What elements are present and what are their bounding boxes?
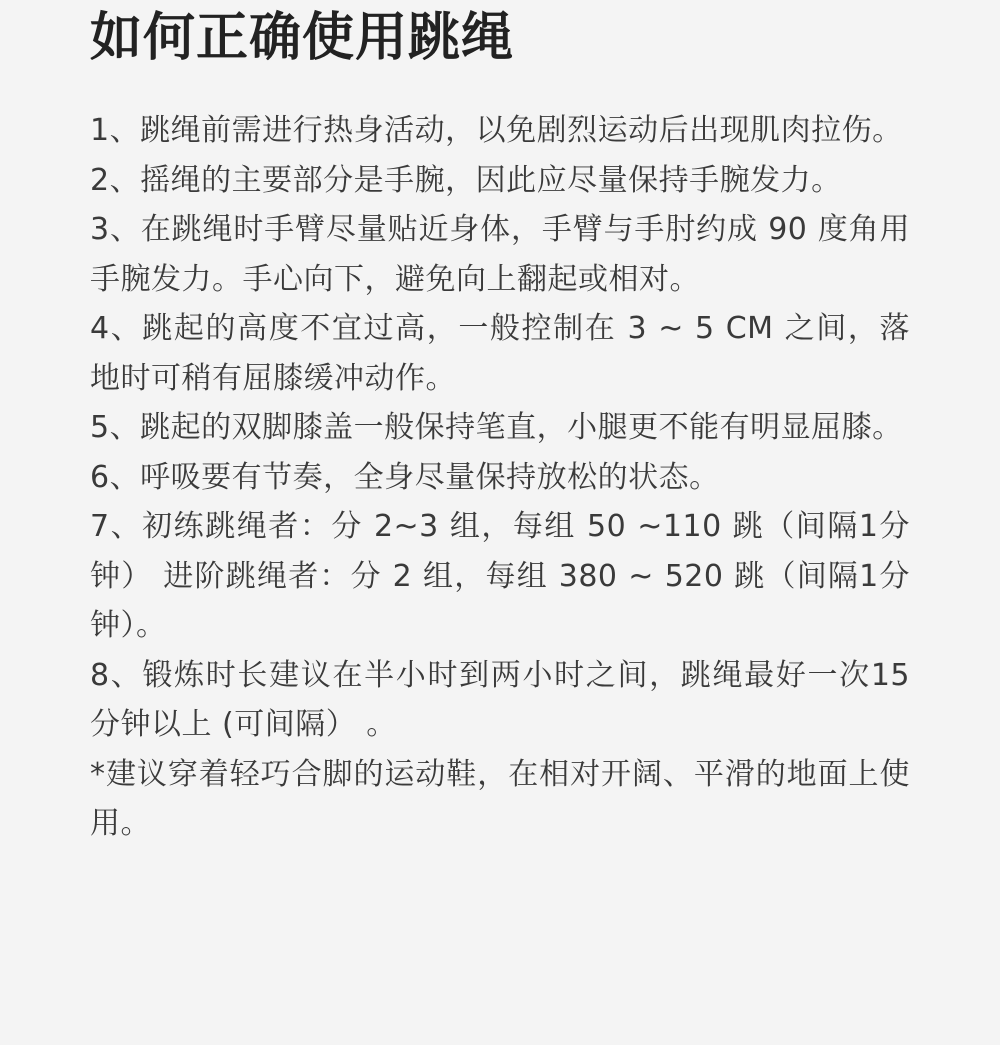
page-title: 如何正确使用跳绳 <box>90 8 515 68</box>
tip-wrist: 2、摇绳的主要部分是手腕，因此应尽量保持手腕发力。 <box>90 162 842 198</box>
tip-knees: 5、跳起的双脚膝盖一般保持笔直，小腿更不能有明显屈膝。 <box>90 410 903 445</box>
tip-warmup: 1、跳绳前需进行热身活动，以免剧烈运动后出现肌肉拉伤。 <box>90 113 903 148</box>
tips-list <box>90 106 910 849</box>
tip-shoes: *建议穿着轻巧合脚的运动鞋，在相对开阔、平滑的地面上使用。 <box>90 756 910 841</box>
tip-arm-position: 3、在跳绳时手臂尽量贴近身体，手臂与手肘约成 90 度角用手腕发力。手心向下，避免向上翻起或相对。 <box>90 212 910 297</box>
tip-sets: 7、初练跳绳者：分 2~3 组，每组 50 ~110 跳（间隔1分钟） 进阶跳绳者：分 2 组，每组 380 ~ 520 跳（间隔1分钟）。 <box>90 509 910 643</box>
tip-breathing: 6、呼吸要有节奏，全身尽量保持放松的状态。 <box>90 459 720 495</box>
tip-jump-height: 4、跳起的高度不宜过高，一般控制在 3 ~ 5 CM 之间，落地时可稍有屈膝缓冲动作。 <box>90 311 910 396</box>
tip-duration: 8、锻炼时长建议在半小时到两小时之间，跳绳最好一次15分钟以上 (可间隔） 。 <box>90 657 910 742</box>
